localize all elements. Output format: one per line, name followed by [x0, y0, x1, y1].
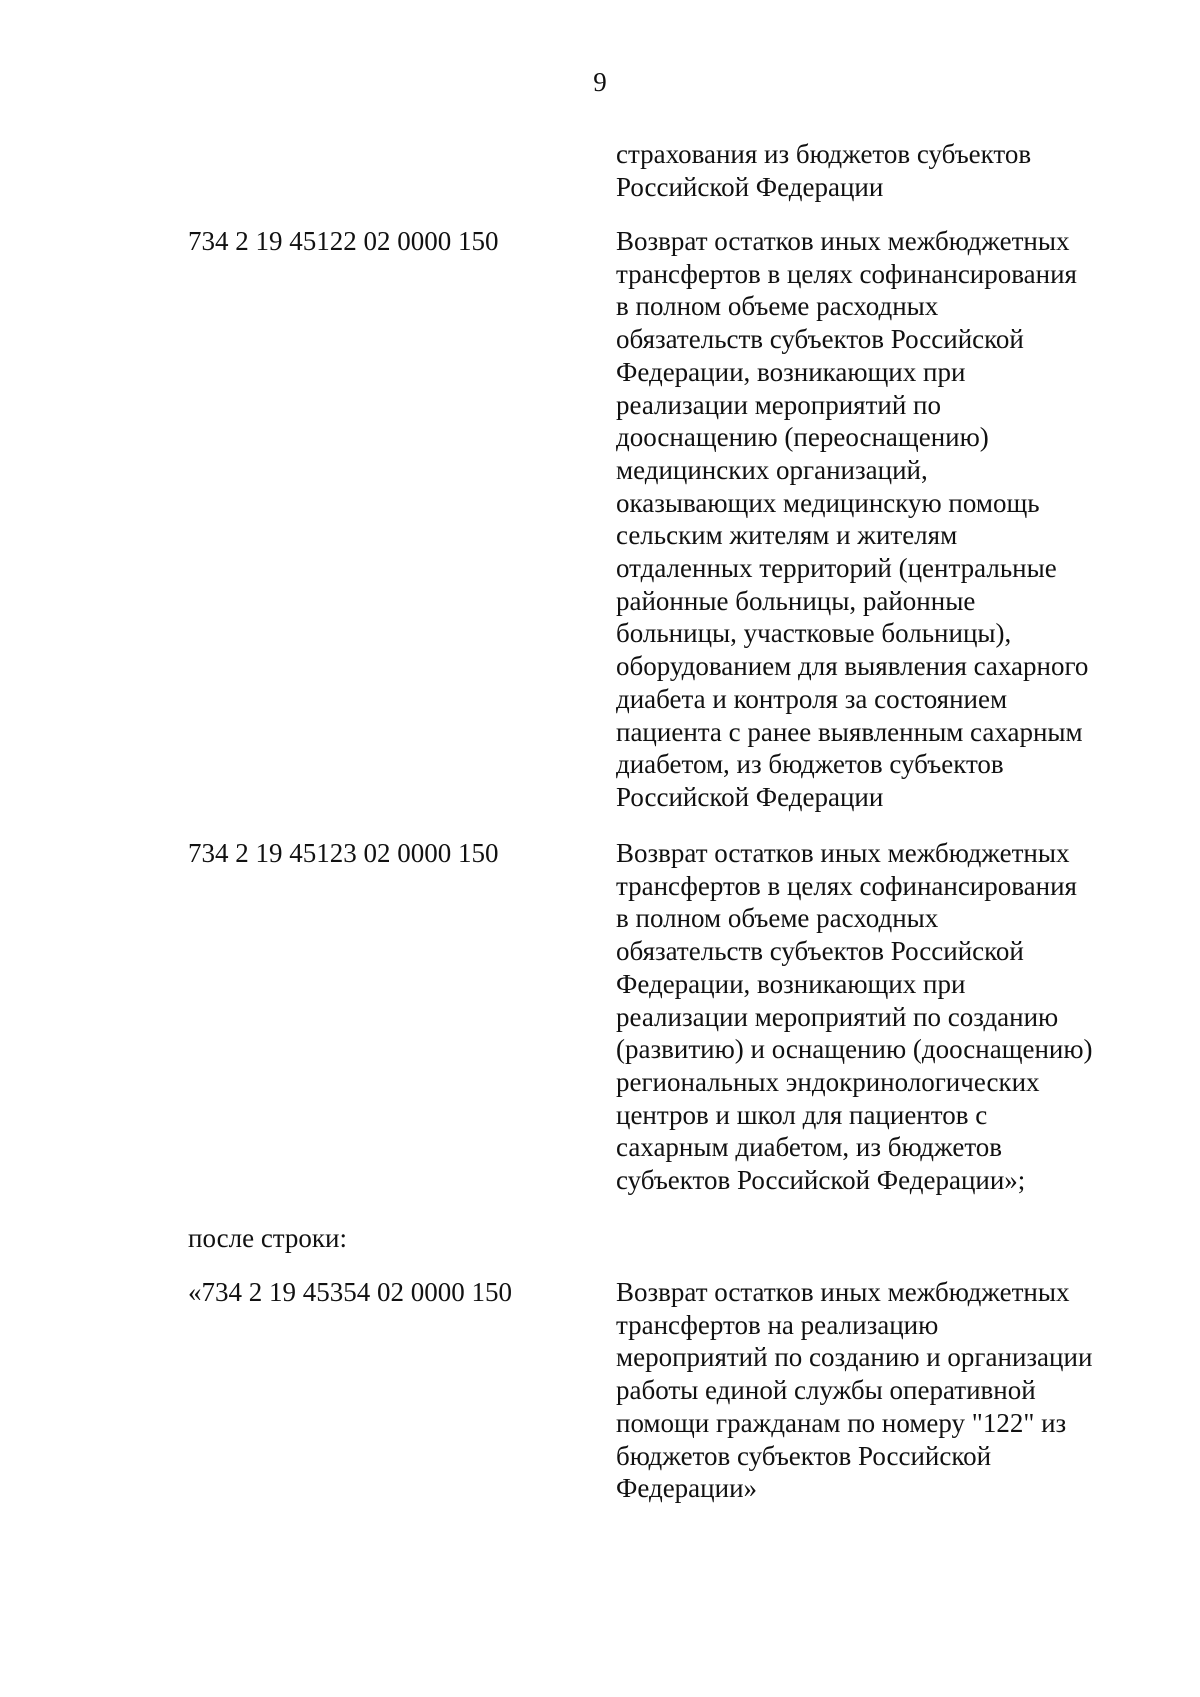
description-line: сахарным диабетом, из бюджетов [616, 1132, 1003, 1163]
description-line: сельским жителям и жителям [616, 520, 958, 551]
description-line: Российской Федерации [616, 171, 884, 202]
description-line: оборудованием для выявления сахарного [616, 651, 1089, 682]
description-line: Возврат остатков иных межбюджетных [616, 226, 1070, 256]
description-line: трансфертов на реализацию [616, 1309, 939, 1340]
description-line: обязательств субъектов Российской [616, 324, 1024, 355]
code-description [616, 837, 1136, 1197]
page-number: 9 [593, 67, 607, 97]
description-line: помощи гражданам по номеру "122" из [616, 1407, 1067, 1438]
description-line: страхования из бюджетов субъектов [616, 139, 1032, 169]
description-line: в полном объеме расходных [616, 291, 939, 322]
description-line: дооснащению (переоснащению) [616, 422, 989, 453]
description-line: работы единой службы оперативной [616, 1375, 1036, 1406]
description-line: отдаленных территорий (центральные [616, 553, 1057, 584]
description-line: трансфертов в целях софинансирования [616, 870, 1077, 901]
description-line: диабетом, из бюджетов субъектов [616, 749, 1004, 780]
description-line: Федерации» [616, 1473, 758, 1504]
description-line: Федерации, возникающих при [616, 968, 966, 999]
description-line: медицинских организаций, [616, 454, 928, 485]
description-line: Возврат остатков иных межбюджетных [616, 1277, 1070, 1307]
description-line: Возврат остатков иных межбюджетных [616, 838, 1070, 868]
description-line: Федерации, возникающих при [616, 356, 966, 387]
budget-classification-code: 734 2 19 45123 02 0000 150 [188, 838, 499, 868]
description-line: оказывающих медицинскую помощь [616, 487, 1040, 518]
description-line: (развитию) и оснащению (дооснащению) [616, 1034, 1093, 1065]
description-line: в полном объеме расходных [616, 903, 939, 934]
code-description [616, 225, 1136, 814]
after-row-instruction: после строки: [188, 1223, 347, 1253]
description-line: районные больницы, районные [616, 585, 976, 616]
description-line: пациента с ранее выявленным сахарным [616, 716, 1083, 747]
description-line: Российской Федерации [616, 781, 884, 812]
description-line: трансфертов в целях софинансирования [616, 258, 1077, 289]
description-line: обязательств субъектов Российской [616, 936, 1024, 967]
budget-classification-code: «734 2 19 45354 02 0000 150 [188, 1277, 512, 1307]
continuation-description [616, 138, 1136, 203]
description-line: больницы, участковые больницы), [616, 618, 1012, 649]
description-line: реализации мероприятий по [616, 389, 941, 420]
budget-classification-code: 734 2 19 45122 02 0000 150 [188, 226, 499, 256]
description-line: региональных эндокринологических [616, 1066, 1040, 1097]
description-line: диабета и контроля за состоянием [616, 683, 1008, 714]
code-description [616, 1276, 1136, 1505]
description-line: центров и школ для пациентов с [616, 1099, 988, 1130]
description-line: бюджетов субъектов Российской [616, 1440, 992, 1471]
description-line: реализации мероприятий по созданию [616, 1001, 1059, 1032]
description-line: мероприятий по созданию и организации [616, 1342, 1093, 1373]
description-line: субъектов Российской Федерации»; [616, 1165, 1026, 1196]
